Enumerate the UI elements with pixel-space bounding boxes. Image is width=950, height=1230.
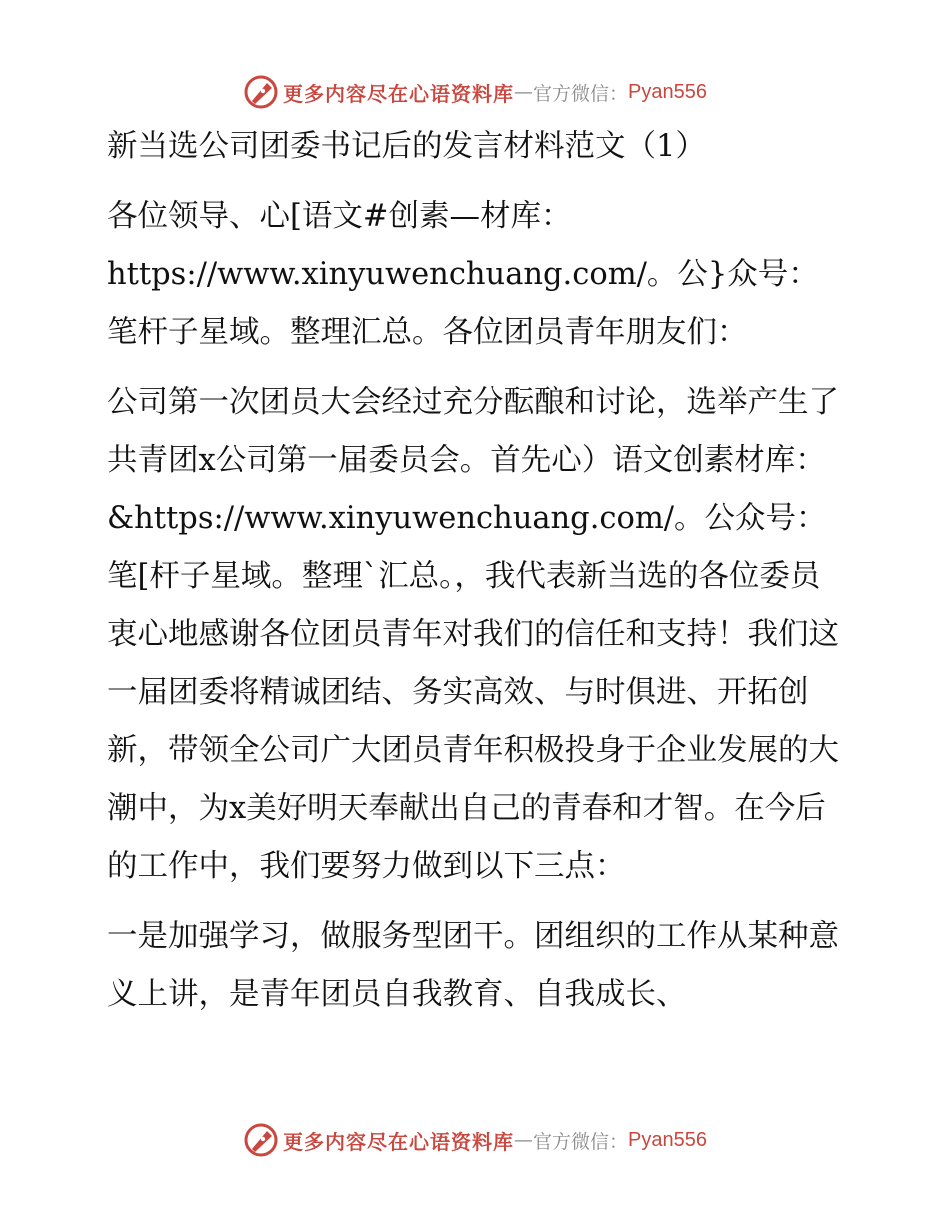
document-body	[97, 118, 849, 1024]
paragraph: 各位领导、心[语文#创素—材库：https://www.xinyuwenchuang.com/。公}众号：笔杆子星域。整理汇总。各位团员青年朋友们：	[107, 199, 819, 350]
watermark-dash: —	[514, 81, 533, 103]
watermark-text: 更多内容尽在心语资料库	[283, 1129, 514, 1154]
watermark-wechat-id: Pyan556	[628, 80, 707, 103]
watermark-header	[0, 72, 950, 112]
document-title: 新当选公司团委书记后的发言材料范文（1）	[107, 129, 706, 164]
watermark-dash: —	[514, 1129, 533, 1151]
watermark-wechat-id: Pyan556	[628, 1128, 707, 1151]
watermark-footer	[0, 1120, 950, 1160]
watermark-text: 更多内容尽在心语资料库	[283, 81, 514, 106]
watermark-official-label: 官方微信：	[533, 1130, 629, 1153]
pen-nib-logo-icon	[243, 1122, 279, 1158]
paragraph: 一是加强学习，做服务型团干。团组织的工作从某种意义上讲，是青年团员自我教育、自我成长、	[107, 919, 839, 1012]
paragraph: 公司第一次团员大会经过充分酝酿和讨论，选举产生了共青团x公司第一届委员会。首先心）语文创素材库：&https://www.xinyuwenchuang.com/。公众号：笔[杆子星域。整理`汇总。，我代表新当选的各位委员衷心地感谢各位团员青年对我们的信任和支持！我们这一届团委将精诚团结、务实高效、与时俱进、开拓创新，带领全公司广大团员青年积极投身于企业发展的大潮中，为x美好明天奉献出自己的青春和才智。在今后的工作中，我们要努力做到以下三点：	[107, 385, 839, 884]
pen-nib-logo-icon	[243, 74, 279, 110]
watermark-official-label: 官方微信：	[533, 82, 629, 105]
